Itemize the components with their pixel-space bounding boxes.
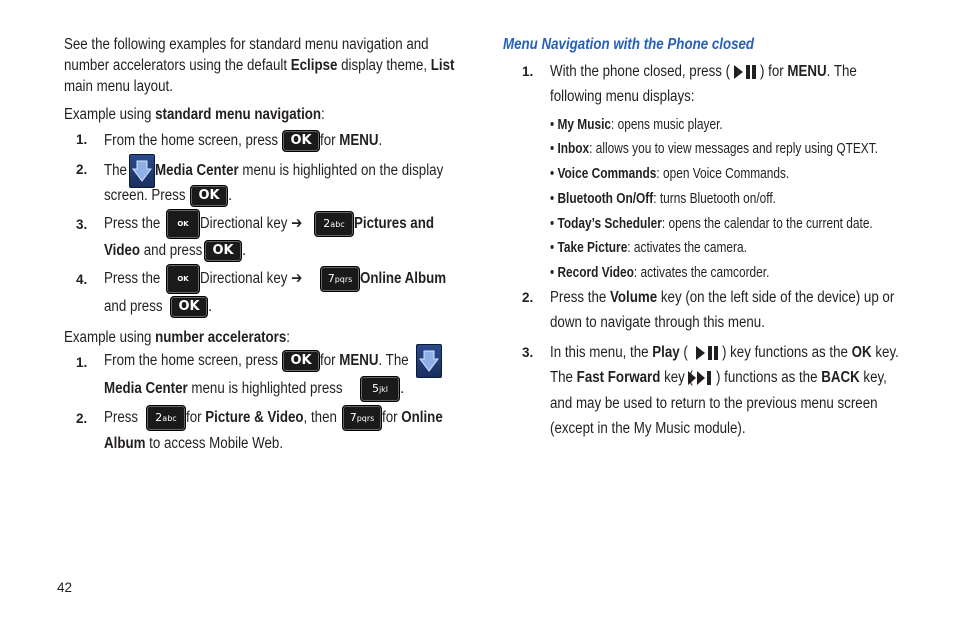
step-number: 2. — [76, 411, 88, 426]
closed-step-1-line-2: following menu displays: — [550, 88, 695, 105]
key-5-icon: 5jkl — [360, 376, 400, 402]
key-2-icon: 2abc — [314, 211, 354, 237]
key-7-icon: 7pqrs — [320, 266, 360, 292]
bullet-inbox: • Inbox: allows you to view messages and reply using QTEXT. — [550, 141, 878, 157]
bullet-record-video: • Record Video: activates the camcorder. — [550, 265, 770, 281]
step-number: 4. — [76, 272, 88, 287]
step-number: 1. — [522, 64, 534, 79]
bullet-take-picture: • Take Picture: activates the camera. — [550, 240, 747, 256]
bullet-todays-scheduler: • Today’s Scheduler: opens the calendar to the current date. — [550, 216, 873, 232]
ok-key-icon: OK — [190, 185, 228, 207]
ok-key-icon: OK — [204, 240, 242, 262]
standard-step-3-line-2: Video and pressOK . — [104, 240, 246, 262]
list-layout: List — [430, 57, 455, 74]
step-number: 1. — [76, 355, 88, 370]
closed-step-1-line-1: With the phone closed, press ( ) for MENU. The — [550, 63, 857, 81]
directional-ok-key-icon: OK — [166, 209, 200, 239]
closed-step-3-line-1: In this menu, the Play ( ) key functions as the OK key. — [550, 344, 899, 362]
closed-step-3-line-3: and may be used to return to the previous menu screen — [550, 395, 878, 412]
accelerators-step-2-line-1: Press2abcfor Picture & Video, then7pqrsfor Online — [104, 404, 453, 432]
bullet-my-music: • My Music: opens music player. — [550, 117, 723, 133]
closed-step-2-line-1: Press the Volume key (on the left side of the device) up or — [550, 289, 895, 306]
accelerators-label: Example using number accelerators: — [64, 329, 291, 346]
accelerators-step-1-line-2: Media Center menu is highlighted press 5jkl . — [104, 376, 404, 402]
accelerators-step-1-line-1: From the home screen, pressOKfor MENU. The — [104, 343, 442, 379]
standard-step-3-line-1: Press theOKDirectional key ➔2abcPictures and — [104, 209, 447, 239]
step-number: 2. — [76, 162, 88, 177]
standard-label: Example using standard menu navigation: — [64, 106, 325, 123]
media-center-icon — [416, 344, 442, 378]
step-number: 3. — [522, 345, 534, 360]
intro-line-1: See the following examples for standard menu navigation and — [64, 36, 429, 53]
closed-step-3-line-2: The Fast Forward key ( ) functions as the BACK key, — [550, 369, 887, 387]
standard-step-2-line-2: screen. PressOK . — [104, 185, 232, 207]
standard-step-2-line-1: TheMedia Center menu is highlighted on the display — [104, 154, 490, 186]
standard-step-4-line-1: Press theOKDirectional key ➔7pqrsOnline Album — [104, 264, 460, 294]
ok-key-icon: OK — [170, 296, 208, 318]
ok-key-icon: OK — [282, 350, 320, 372]
step-number: 1. — [76, 132, 88, 147]
eclipse-theme: Eclipse — [290, 57, 338, 74]
page-number: 42 — [57, 580, 73, 595]
bullet-bluetooth: • Bluetooth On/Off: turns Bluetooth on/off. — [550, 191, 776, 207]
directional-ok-key-icon: OK — [166, 264, 200, 294]
key-2-icon: 2abc — [146, 405, 186, 431]
intro-line-3: main menu layout. — [64, 78, 173, 95]
media-center-icon — [129, 154, 155, 188]
closed-step-2-line-2: down to navigate through this menu. — [550, 314, 765, 331]
standard-step-4-line-2: and pressOK . — [104, 296, 212, 318]
step-number: 2. — [522, 290, 534, 305]
play-pause-icon — [730, 62, 760, 82]
accelerators-step-2-line-2: Album to access Mobile Web. — [104, 435, 284, 452]
bullet-voice-commands: • Voice Commands: open Voice Commands. — [550, 166, 790, 182]
key-7-icon: 7pqrs — [342, 405, 382, 431]
intro-line-2: number accelerators using the default Eclipse display theme, List — [64, 57, 455, 74]
standard-step-1: From the home screen, pressOKfor MENU. — [104, 130, 392, 152]
ok-key-icon: OK — [282, 130, 320, 152]
step-number: 3. — [76, 217, 88, 232]
section-heading: Menu Navigation with the Phone closed — [503, 36, 755, 53]
closed-step-3-line-4: (except in the My Music module). — [550, 420, 746, 437]
play-pause-icon — [692, 343, 722, 363]
